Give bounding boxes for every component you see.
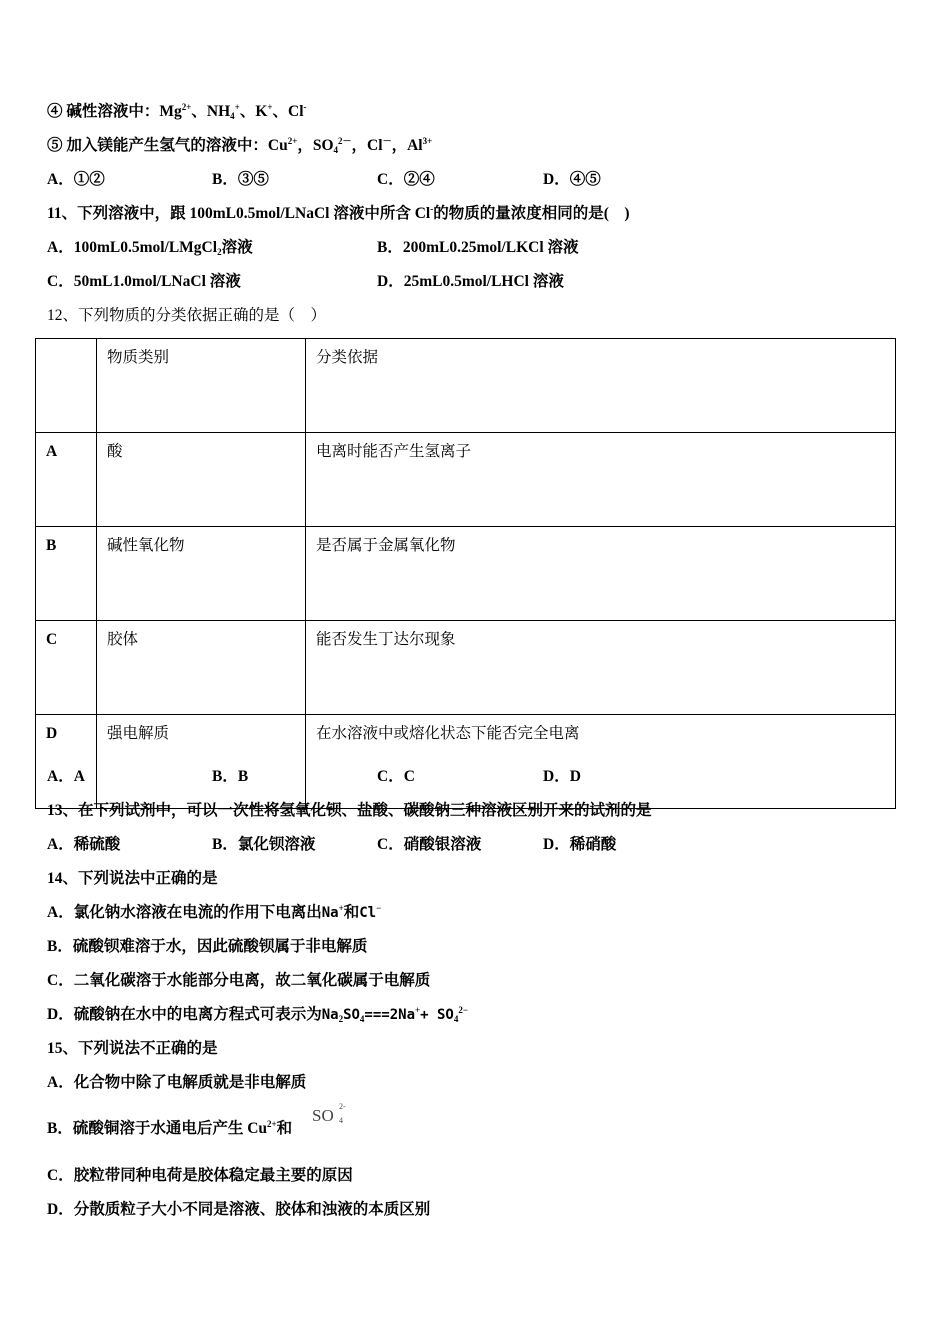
table-header-cell: 物质类别 [97, 339, 306, 433]
q12-option-a[interactable]: A．A [47, 768, 85, 785]
table-row [36, 433, 896, 527]
table-cell: D [36, 715, 97, 809]
table-header-cell [36, 339, 97, 433]
q13-stem: 13、在下列试剂中，可以一次性将氢氧化钡、盐酸、碳酸钠三种溶液区别开来的试剂的是 [47, 802, 652, 819]
q10-item-4: ④ 碱性溶液中：$Mg^{2+}$、$NH_4^+$、K+、Cl- [47, 102, 307, 121]
table-cell: 胶体 [97, 621, 306, 715]
q11-option-b[interactable]: B．200mL0.25mol/LKCl 溶液 [377, 239, 579, 256]
q12-stem: 12、下列物质的分类依据正确的是（ ） [47, 307, 327, 324]
q12-option-c[interactable]: C．C [377, 768, 415, 785]
q10-option-b[interactable]: B．③⑤ [212, 171, 269, 188]
q11-option-c[interactable]: C．50mL1.0mol/LNaCl 溶液 [47, 273, 241, 290]
q15-stem: 15、下列说法不正确的是 [47, 1040, 218, 1057]
table-cell: B [36, 527, 97, 621]
q10-option-d[interactable]: D．④⑤ [543, 171, 601, 188]
table-cell: 是否属于金属氧化物 [306, 527, 896, 621]
table-cell: C [36, 621, 97, 715]
table-row [36, 527, 896, 621]
table-header-row [36, 339, 896, 433]
q14-option-a[interactable]: A．氯化钠水溶液在电流的作用下电离出Na+和Cl− [47, 903, 382, 921]
table-cell: 强电解质 [97, 715, 306, 809]
q15-option-c[interactable]: C．胶粒带同种电荷是胶体稳定最主要的原因 [47, 1167, 353, 1184]
q14-option-d[interactable]: D．硫酸钠在水中的电离方程式可表示为$Na_2SO_4===2Na^++ SO_4^{2-}$ [47, 1005, 468, 1024]
table-cell: 能否发生丁达尔现象 [306, 621, 896, 715]
q13-option-a[interactable]: A．稀硫酸 [47, 836, 121, 853]
q13-option-b[interactable]: B．氯化钡溶液 [212, 836, 316, 853]
table-cell: A [36, 433, 97, 527]
q10-item-5: ⑤ 加入镁能产生氢气的溶液中：$Cu^{2+}$，$SO_4^{2-}$，Cl－，$Al^{3+}$ [47, 136, 433, 155]
q15-option-d[interactable]: D．分散质粒子大小不同是溶液、胶体和浊液的本质区别 [47, 1201, 431, 1218]
q13-option-c[interactable]: C．硝酸银溶液 [377, 836, 482, 853]
q12-option-b[interactable]: B．B [212, 768, 249, 785]
q10-option-a[interactable]: A．①② [47, 171, 105, 188]
q15-option-a[interactable]: A．化合物中除了电解质就是非电解质 [47, 1074, 307, 1091]
q14-option-c[interactable]: C．二氧化碳溶于水能部分电离，故二氧化碳属于电解质 [47, 972, 431, 989]
q11-option-d[interactable]: D．25mL0.5mol/LHCl 溶液 [377, 273, 564, 290]
q11-stem: 11、下列溶液中，跟 100mL0.5mol/LNaCl 溶液中所含 Cl-的物质的量浓度相同的是( ) [47, 204, 630, 222]
table-header-cell: 分类依据 [306, 339, 896, 433]
table-row [36, 715, 896, 809]
table-row [36, 621, 896, 715]
q15-option-b[interactable]: B．硫酸铜溶于水通电后产生 $Cu^{2+}$和 [47, 1119, 293, 1137]
sulfate-ion-formula: SO 2- 4 [312, 1102, 346, 1125]
table-cell: 碱性氧化物 [97, 527, 306, 621]
table-cell: 在水溶液中或熔化状态下能否完全电离 [306, 715, 896, 809]
q13-option-d[interactable]: D．稀硝酸 [543, 836, 617, 853]
q14-option-b[interactable]: B．硫酸钡难溶于水，因此硫酸钡属于非电解质 [47, 938, 368, 955]
q12-option-d[interactable]: D．D [543, 768, 581, 785]
q10-option-c[interactable]: C．②④ [377, 171, 435, 188]
table-cell: 酸 [97, 433, 306, 527]
q11-option-a[interactable]: A．100mL0.5mol/LMgCl$_2$溶液 [47, 239, 253, 257]
table-cell: 电离时能否产生氢离子 [306, 433, 896, 527]
classification-table [35, 338, 896, 809]
q14-stem: 14、下列说法中正确的是 [47, 870, 218, 887]
